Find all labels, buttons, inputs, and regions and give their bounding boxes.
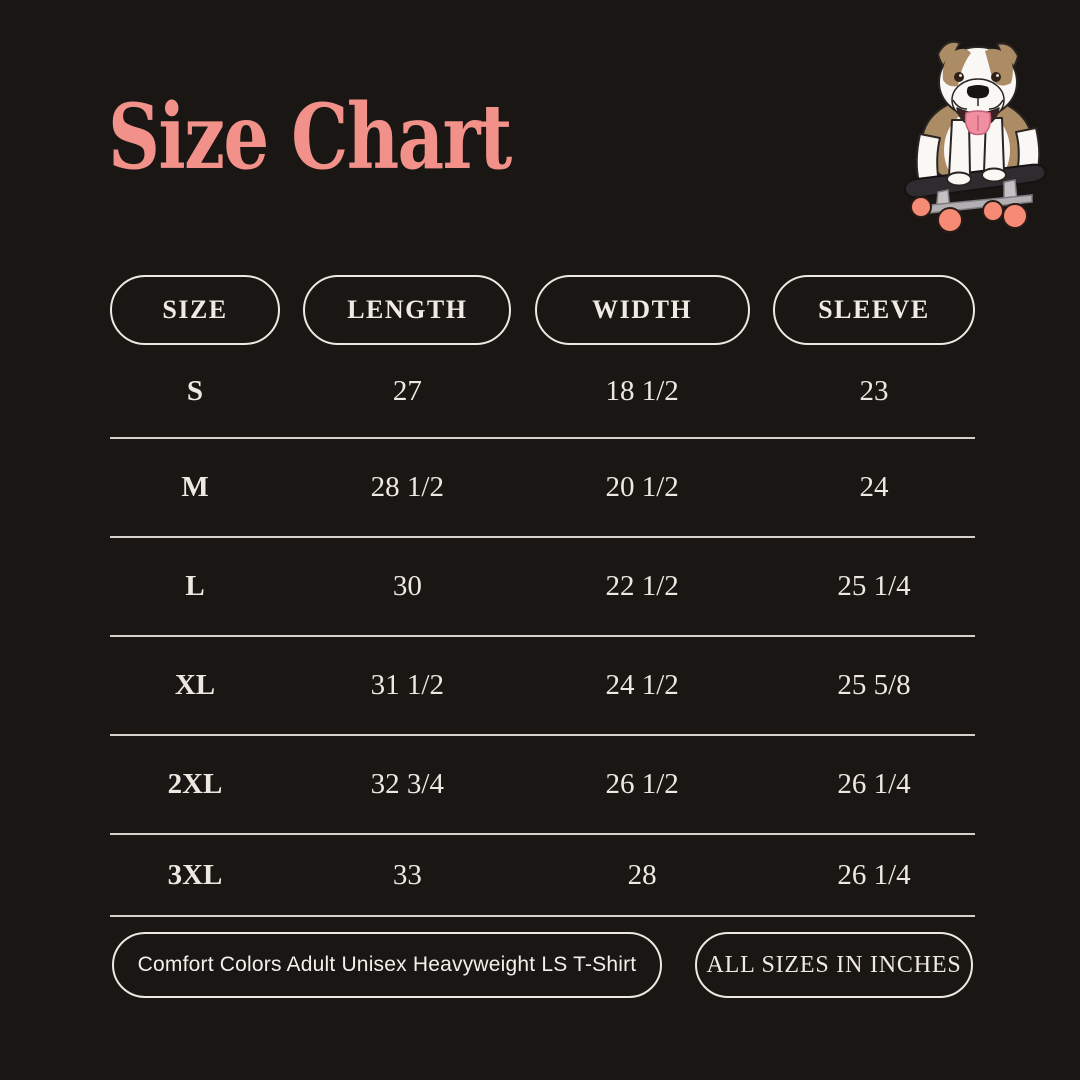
size-cell: L: [185, 570, 205, 602]
sleeve-cell: 25 1/4: [837, 570, 911, 602]
sleeve-cell: 26 1/4: [837, 858, 911, 891]
table-body: [110, 345, 975, 917]
width-cell: 22 1/2: [605, 570, 679, 602]
size-cell: 3XL: [167, 858, 223, 891]
table-row-2xl: [110, 736, 975, 835]
column-header-size: SIZE: [110, 275, 280, 345]
bulldog-skateboard-illustration: [892, 30, 1064, 239]
width-cell: 26 1/2: [605, 768, 679, 800]
table-row-3xl: [110, 835, 975, 917]
table-header-row: [110, 275, 975, 345]
length-cell: 32 3/4: [370, 768, 444, 800]
sleeve-cell: 26 1/4: [837, 768, 911, 800]
sleeve-cell: 25 5/8: [837, 669, 911, 701]
column-header-sleeve: SLEEVE: [773, 275, 975, 345]
table-row-m: [110, 439, 975, 538]
sleeve-cell: 24: [859, 471, 889, 503]
size-table: [110, 275, 975, 917]
width-cell: 20 1/2: [605, 471, 679, 503]
length-cell: 27: [392, 374, 422, 407]
units-badge: ALL SIZES IN INCHES: [695, 932, 973, 998]
sleeve-cell: 23: [859, 374, 889, 407]
width-cell: 18 1/2: [605, 374, 679, 407]
page-title: Size Chart: [108, 84, 511, 190]
product-name-badge: Comfort Colors Adult Unisex Heavyweight LS T-Shirt: [112, 932, 662, 998]
size-cell: XL: [174, 669, 216, 701]
size-cell: 2XL: [167, 768, 223, 800]
length-cell: 30: [392, 570, 422, 602]
table-row-s: [110, 345, 975, 439]
length-cell: 28 1/2: [370, 471, 444, 503]
length-cell: 31 1/2: [370, 669, 444, 701]
length-cell: 33: [392, 858, 422, 891]
width-cell: 24 1/2: [605, 669, 679, 701]
width-cell: 28: [627, 858, 657, 891]
size-cell: M: [181, 471, 209, 503]
table-row-l: [110, 538, 975, 637]
size-cell: S: [186, 374, 204, 407]
table-row-xl: [110, 637, 975, 736]
column-header-length: LENGTH: [303, 275, 511, 345]
column-header-width: WIDTH: [535, 275, 750, 345]
bulldog-icon: [892, 30, 1064, 234]
